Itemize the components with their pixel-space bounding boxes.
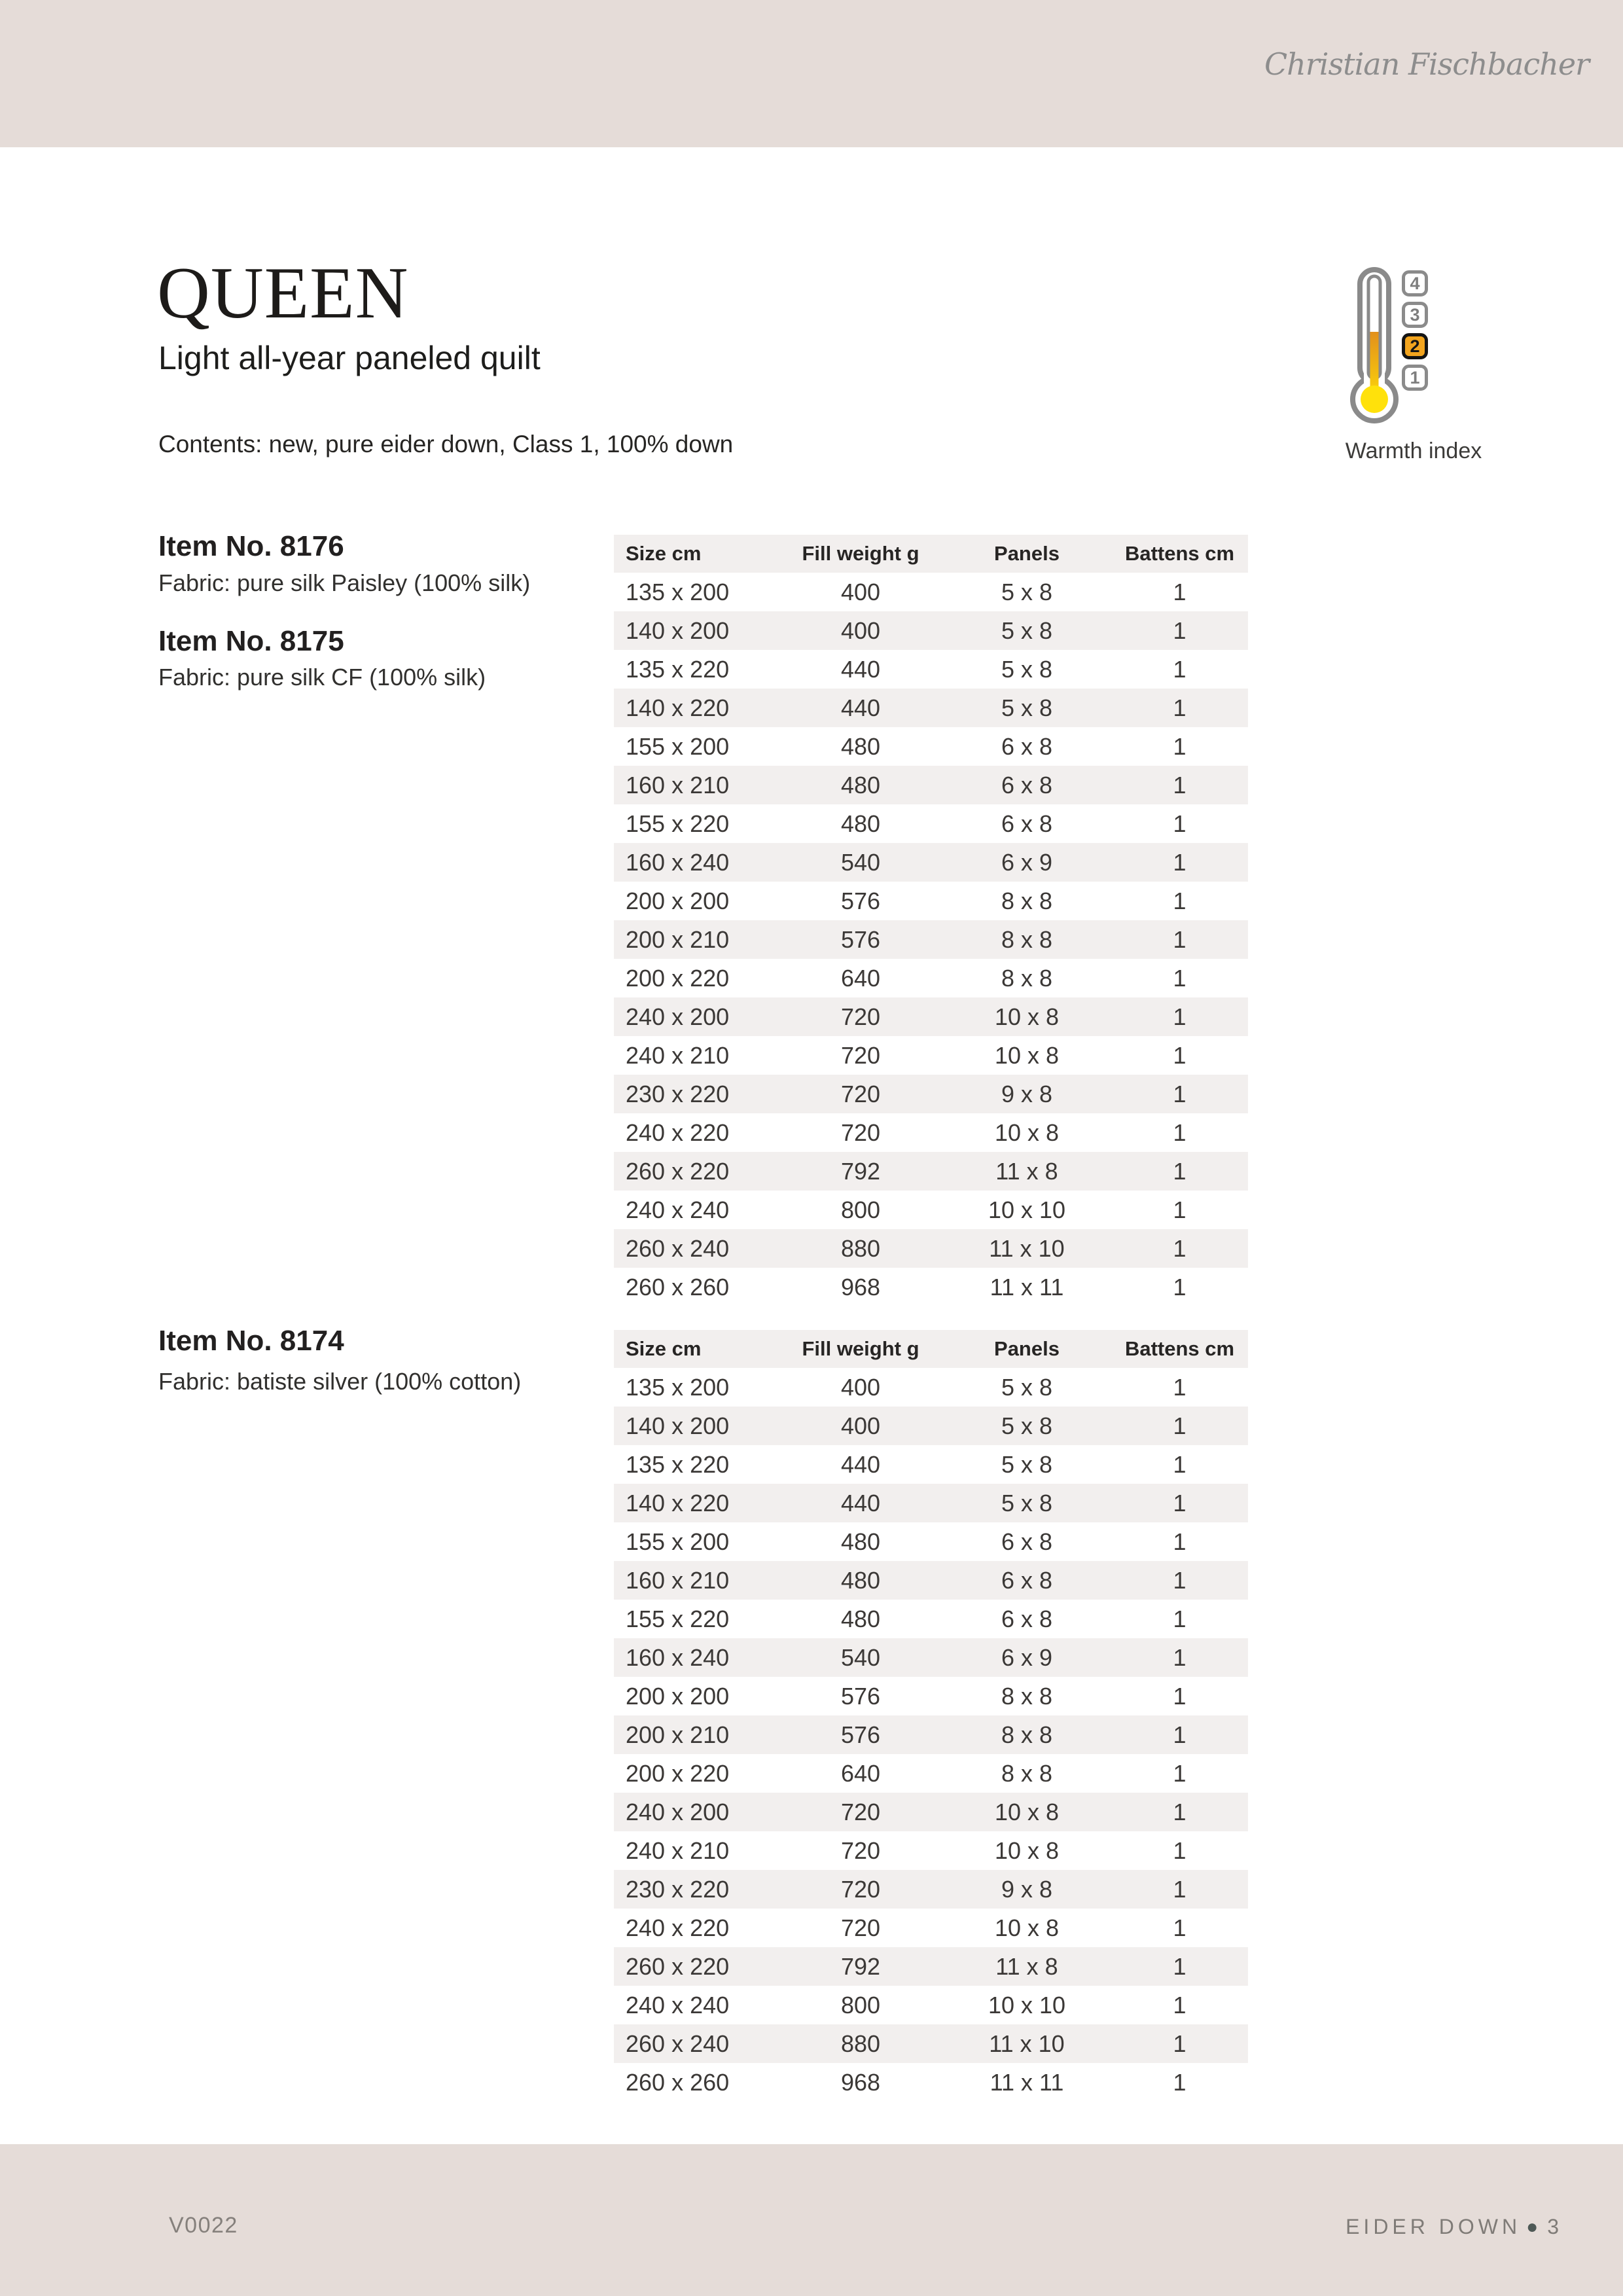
table-cell: 1 [1173,1234,1186,1262]
item-fabric-8175: Fabric: pure silk CF (100% silk) [158,664,486,691]
table-cell: 800 [840,1991,881,2018]
table-cell: 480 [840,1566,881,1594]
table-cell: 1 [1173,810,1186,837]
table-cell: 440 [840,694,881,721]
warmth-index-widget [1329,267,1499,470]
table-cell: 1 [1173,1682,1186,1710]
table-cell: 1 [1173,655,1186,683]
table-cell: 135 x 200 [626,1373,730,1401]
table-cell: 9 x 8 [1001,1875,1053,1903]
table-cell: 260 x 220 [626,1157,730,1185]
table-cell: 1 [1173,694,1186,721]
table-row [614,1268,1248,1306]
table-row [614,1793,1248,1831]
table-cell: 240 x 200 [626,1798,730,1825]
table-cell: 5 x 8 [1001,694,1053,721]
table-header-row [614,1330,1248,1368]
table-cell: 880 [840,2030,881,2057]
table-cell: 1 [1173,887,1186,914]
table-row [614,804,1248,843]
table-cell: 200 x 200 [626,887,730,914]
table-cell: 720 [840,1914,881,1941]
table-cell: 1 [1173,2030,1186,2057]
table-cell: 720 [840,1003,881,1030]
table-row [614,1638,1248,1677]
table-row [614,573,1248,611]
table-cell: 1 [1173,1489,1186,1516]
table-cell: 1 [1173,1003,1186,1030]
item-number-8174: Item No. 8174 [158,1325,344,1357]
table-cell: 720 [840,1080,881,1107]
table-cell: 10 x 8 [994,1041,1060,1069]
table-cell: 240 x 240 [626,1196,730,1223]
table-cell: 720 [840,1837,881,1864]
table-cell: 968 [840,2068,881,2096]
table-cell: 11 x 10 [989,1234,1065,1262]
table-cell: 1 [1173,1837,1186,1864]
table-cell: 10 x 8 [994,1003,1060,1030]
table-cell: 260 x 240 [626,2030,730,2057]
table-cell: 200 x 220 [626,1759,730,1787]
warmth-level-box: 2 [1402,333,1428,359]
table-cell: 230 x 220 [626,1080,730,1107]
footer-bullet-icon: ● [1526,2215,1539,2238]
table-cell: 160 x 210 [626,771,730,798]
table-cell: 880 [840,1234,881,1262]
table-cell: 1 [1173,1875,1186,1903]
table-cell: 155 x 200 [626,732,730,760]
table-row [614,766,1248,804]
table-cell: 8 x 8 [1001,887,1053,914]
table-cell: 5 x 8 [1001,1373,1053,1401]
table-cell: 1 [1173,1119,1186,1146]
table-cell: 10 x 8 [994,1798,1060,1825]
table-row [614,959,1248,997]
table-row [614,1229,1248,1268]
table-row [614,1715,1248,1754]
table-cell: 260 x 240 [626,1234,730,1262]
table-cell: 792 [840,1157,881,1185]
table-row [614,1909,1248,1947]
table-cell: 480 [840,771,881,798]
table-row [614,689,1248,727]
table-cell: 10 x 8 [994,1837,1060,1864]
table-cell: 720 [840,1875,881,1903]
contents-line: Contents: new, pure eider down, Class 1, 100% down [158,431,734,457]
table-row [614,1484,1248,1522]
table-cell: 400 [840,617,881,644]
table-cell: 400 [840,1373,881,1401]
table-cell: 260 x 220 [626,1952,730,1980]
table-cell: 8 x 8 [1001,1759,1053,1787]
table-cell: 160 x 240 [626,1643,730,1671]
table-cell: 1 [1173,1798,1186,1825]
table-cell: 200 x 210 [626,925,730,953]
table-row [614,1677,1248,1715]
table-cell: 6 x 8 [1001,1605,1053,1632]
table-cell: 6 x 8 [1001,1528,1053,1555]
table-cell: 440 [840,655,881,683]
table-cell: 11 x 8 [995,1157,1058,1185]
table-row [614,1191,1248,1229]
warmth-level-box: 1 [1402,365,1428,391]
table-cell: 8 x 8 [1001,964,1053,992]
table-row [614,2024,1248,2063]
table-cell: 240 x 220 [626,1119,730,1146]
table-cell: 6 x 8 [1001,732,1053,760]
table-cell: 5 x 8 [1001,617,1053,644]
page-title: QUEEN [157,253,409,334]
table-cell: 11 x 11 [990,2068,1064,2096]
table-cell: 240 x 240 [626,1991,730,2018]
table-cell: 640 [840,964,881,992]
item-number-8175: Item No. 8175 [158,625,344,657]
warmth-index-label: Warmth index [1345,439,1482,463]
warmth-level-box: 4 [1402,270,1428,296]
table-cell: 6 x 8 [1001,810,1053,837]
table-cell: 792 [840,1952,881,1980]
table-cell: 5 x 8 [1001,1489,1053,1516]
table-cell: 230 x 220 [626,1875,730,1903]
table-row [614,920,1248,959]
table-cell: 135 x 220 [626,1450,730,1478]
page-subtitle: Light all-year paneled quilt [158,340,541,376]
table-row [614,1075,1248,1113]
table-cell: 5 x 8 [1001,578,1053,605]
table-cell: 800 [840,1196,881,1223]
header-cell: Size cm [626,542,702,565]
table-cell: 720 [840,1041,881,1069]
table-cell: 155 x 220 [626,1605,730,1632]
table-cell: 400 [840,1412,881,1439]
table-cell: 10 x 10 [988,1991,1066,2018]
table-cell: 1 [1173,1041,1186,1069]
warmth-level-scale [1402,270,1428,396]
item-fabric-8176: Fabric: pure silk Paisley (100% silk) [158,569,531,596]
table-row [614,1152,1248,1191]
table-cell: 5 x 8 [1001,1450,1053,1478]
table-cell: 135 x 220 [626,655,730,683]
table-header-row [614,535,1248,573]
table-row [614,1407,1248,1445]
table-row [614,1036,1248,1075]
table-cell: 11 x 10 [989,2030,1065,2057]
table-cell: 10 x 8 [994,1119,1060,1146]
table-cell: 540 [840,848,881,876]
table-cell: 440 [840,1450,881,1478]
table-cell: 140 x 220 [626,1489,730,1516]
table-cell: 720 [840,1798,881,1825]
table-cell: 260 x 260 [626,1273,730,1300]
table-cell: 1 [1173,1759,1186,1787]
table-cell: 8 x 8 [1001,1721,1053,1748]
table-cell: 160 x 240 [626,848,730,876]
table-row [614,997,1248,1036]
header-cell: Fill weight g [802,542,919,565]
table-cell: 1 [1173,1914,1186,1941]
table-cell: 155 x 200 [626,1528,730,1555]
warmth-level-box: 3 [1402,302,1428,328]
table-cell: 576 [840,1721,881,1748]
table-cell: 1 [1173,848,1186,876]
table-row [614,1522,1248,1561]
table-cell: 1 [1173,1080,1186,1107]
table-cell: 1 [1173,1991,1186,2018]
table-cell: 5 x 8 [1001,655,1053,683]
table-row [614,611,1248,650]
table-row [614,2063,1248,2102]
table-cell: 720 [840,1119,881,1146]
table-cell: 10 x 10 [988,1196,1066,1223]
table-cell: 5 x 8 [1001,1412,1053,1439]
table-cell: 1 [1173,1643,1186,1671]
header-cell: Panels [994,1337,1060,1360]
table-cell: 1 [1173,964,1186,992]
table-cell: 6 x 9 [1001,1643,1053,1671]
table-cell: 9 x 8 [1001,1080,1053,1107]
table-cell: 480 [840,810,881,837]
table-cell: 11 x 8 [995,1952,1058,1980]
footer-version: V0022 [169,2213,238,2238]
table-cell: 8 x 8 [1001,925,1053,953]
table-cell: 11 x 11 [990,1273,1064,1300]
table-cell: 6 x 9 [1001,848,1053,876]
table-cell: 6 x 8 [1001,771,1053,798]
footer-collection-name: EIDER DOWN [1346,2215,1522,2238]
header-cell: Panels [994,542,1060,565]
table-cell: 1 [1173,1196,1186,1223]
table-row [614,1947,1248,1986]
table-cell: 200 x 210 [626,1721,730,1748]
table-row [614,1831,1248,1870]
table-cell: 540 [840,1643,881,1671]
size-table-silk [614,535,1248,1306]
table-cell: 1 [1173,771,1186,798]
table-cell: 240 x 220 [626,1914,730,1941]
table-cell: 576 [840,887,881,914]
table-row [614,1368,1248,1407]
table-cell: 8 x 8 [1001,1682,1053,1710]
header-cell: Size cm [626,1337,702,1360]
table-cell: 240 x 200 [626,1003,730,1030]
table-cell: 640 [840,1759,881,1787]
table-row [614,1600,1248,1638]
table-row [614,1561,1248,1600]
header-cell: Battens cm [1124,1337,1235,1360]
table-cell: 160 x 210 [626,1566,730,1594]
table-cell: 10 x 8 [994,1914,1060,1941]
table-cell: 1 [1173,1952,1186,1980]
table-cell: 260 x 260 [626,2068,730,2096]
table-cell: 1 [1173,1412,1186,1439]
table-row [614,1445,1248,1484]
thermometer-icon [1345,267,1404,424]
table-cell: 480 [840,1528,881,1555]
header-cell: Battens cm [1124,542,1235,565]
table-cell: 1 [1173,1273,1186,1300]
table-cell: 140 x 220 [626,694,730,721]
table-row [614,650,1248,689]
item-fabric-8174: Fabric: batiste silver (100% cotton) [158,1368,522,1395]
table-cell: 1 [1173,1528,1186,1555]
table-cell: 140 x 200 [626,1412,730,1439]
table-cell: 1 [1173,732,1186,760]
table-cell: 480 [840,732,881,760]
table-cell: 240 x 210 [626,1837,730,1864]
brand-logo: Christian Fischbacher [1264,46,1590,82]
footer-page-number: 3 [1547,2215,1563,2238]
table-cell: 576 [840,925,881,953]
table-cell: 135 x 200 [626,578,730,605]
table-row [614,1986,1248,2024]
table-cell: 1 [1173,2068,1186,2096]
item-number-8176: Item No. 8176 [158,530,344,562]
table-row [614,727,1248,766]
table-row [614,1113,1248,1152]
size-table-batiste [614,1330,1248,2102]
table-cell: 1 [1173,1566,1186,1594]
table-cell: 968 [840,1273,881,1300]
header-cell: Fill weight g [802,1337,919,1360]
table-cell: 1 [1173,1605,1186,1632]
table-row [614,843,1248,882]
table-cell: 576 [840,1682,881,1710]
table-cell: 6 x 8 [1001,1566,1053,1594]
table-cell: 200 x 220 [626,964,730,992]
table-cell: 1 [1173,1721,1186,1748]
table-cell: 440 [840,1489,881,1516]
table-cell: 1 [1173,925,1186,953]
table-cell: 1 [1173,1450,1186,1478]
table-cell: 1 [1173,1373,1186,1401]
table-cell: 480 [840,1605,881,1632]
table-cell: 1 [1173,1157,1186,1185]
table-cell: 140 x 200 [626,617,730,644]
table-cell: 200 x 200 [626,1682,730,1710]
table-row [614,1754,1248,1793]
table-cell: 155 x 220 [626,810,730,837]
table-cell: 1 [1173,578,1186,605]
table-row [614,1870,1248,1909]
table-row [614,882,1248,920]
table-cell: 240 x 210 [626,1041,730,1069]
footer-page-label [1346,2215,1563,2239]
table-cell: 400 [840,578,881,605]
table-cell: 1 [1173,617,1186,644]
